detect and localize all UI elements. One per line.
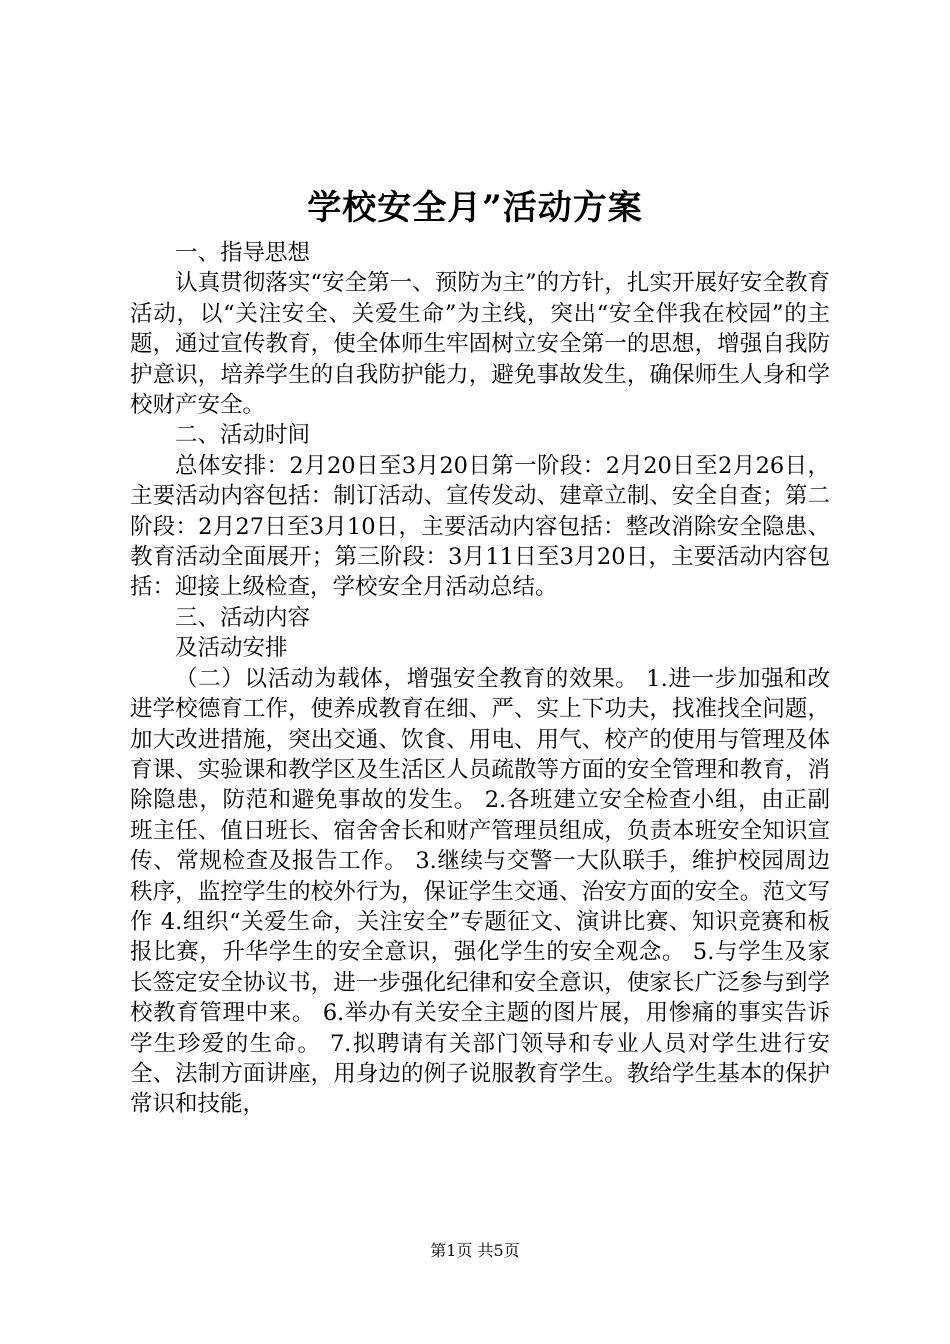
paragraph-activity-time: 总体安排：2月20日至3月20日第一阶段：2月20日至2月26日，主要活动内容包括：制订活动、宣传发动、建章立制、安全自查；第二阶段：2月27日至3月10日，主要活动内容包括：整改消除安全隐患、教育活动全面展开；第三阶段：3月11日至3月20日，主要活动内容包括：迎接上级检查，学校安全月活动总结。 bbox=[130, 452, 830, 601]
document-title: 学校安全月”活动方案 bbox=[307, 188, 643, 228]
page-footer: 第1页 共5页 bbox=[430, 1241, 520, 1260]
section-heading-activity-time: 二、活动时间 bbox=[175, 422, 311, 449]
document-body bbox=[130, 238, 830, 1120]
section-subheading-activity-arrangement: 及活动安排 bbox=[175, 635, 288, 662]
paragraph-activity-content: （二）以活动为载体，增强安全教育的效果。 1.进一步加强和改进学校德育工作，使养成教育在细、严、实上下功夫，找准找全问题，加大改进措施，突出交通、饮食、用电、用气、校产的使用与管理及体育课、实验课和教学区及生活区人员疏散等方面的安全管理和教育，消除隐患，防范和避免事故的发生。 2.各班建立安全检查小组，由正副班主任、值日班长、宿舍舍长和财产管理员组成，负责本班安全知识宣传、常规检查及报告工作。 3.继续与交警一大队联手，维护校园周边秩序，监控学生的校外行为，保证学生交通、治安方面的安全。范文写作 4.组织“关爱生命，关注安全”专题征文、演讲比赛、知识竞赛和板报比赛，升华学生的安全意识，强化学生的安全观念。 5.与学生及家长签定安全协议书，进一步强化纪律和安全意识，使家长广泛参与到学校教育管理中来。 6.举办有关安全主题的图片展，用惨痛的事实告诉学生珍爱的生命。 7.拟聘请有关部门领导和专业人员对学生进行安全、法制方面讲座，用身边的例子说服教育学生。教给学生基本的保护常识和技能， bbox=[130, 665, 830, 1118]
section-heading-guiding-ideology: 一、指导思想 bbox=[175, 240, 311, 266]
section-heading-activity-content: 三、活动内容 bbox=[175, 604, 311, 631]
paragraph-guiding-ideology: 认真贯彻落实“安全第一、预防为主”的方针，扎实开展好安全教育活动，以“关注安全、关爱生命”为主线，突出“安全伴我在校园”的主题，通过宣传教育，使全体师生牢固树立安全第一的思想，增强自我防护意识，培养学生的自我防护能力，避免事故发生，确保师生人身和学校财产安全。 bbox=[130, 270, 830, 419]
